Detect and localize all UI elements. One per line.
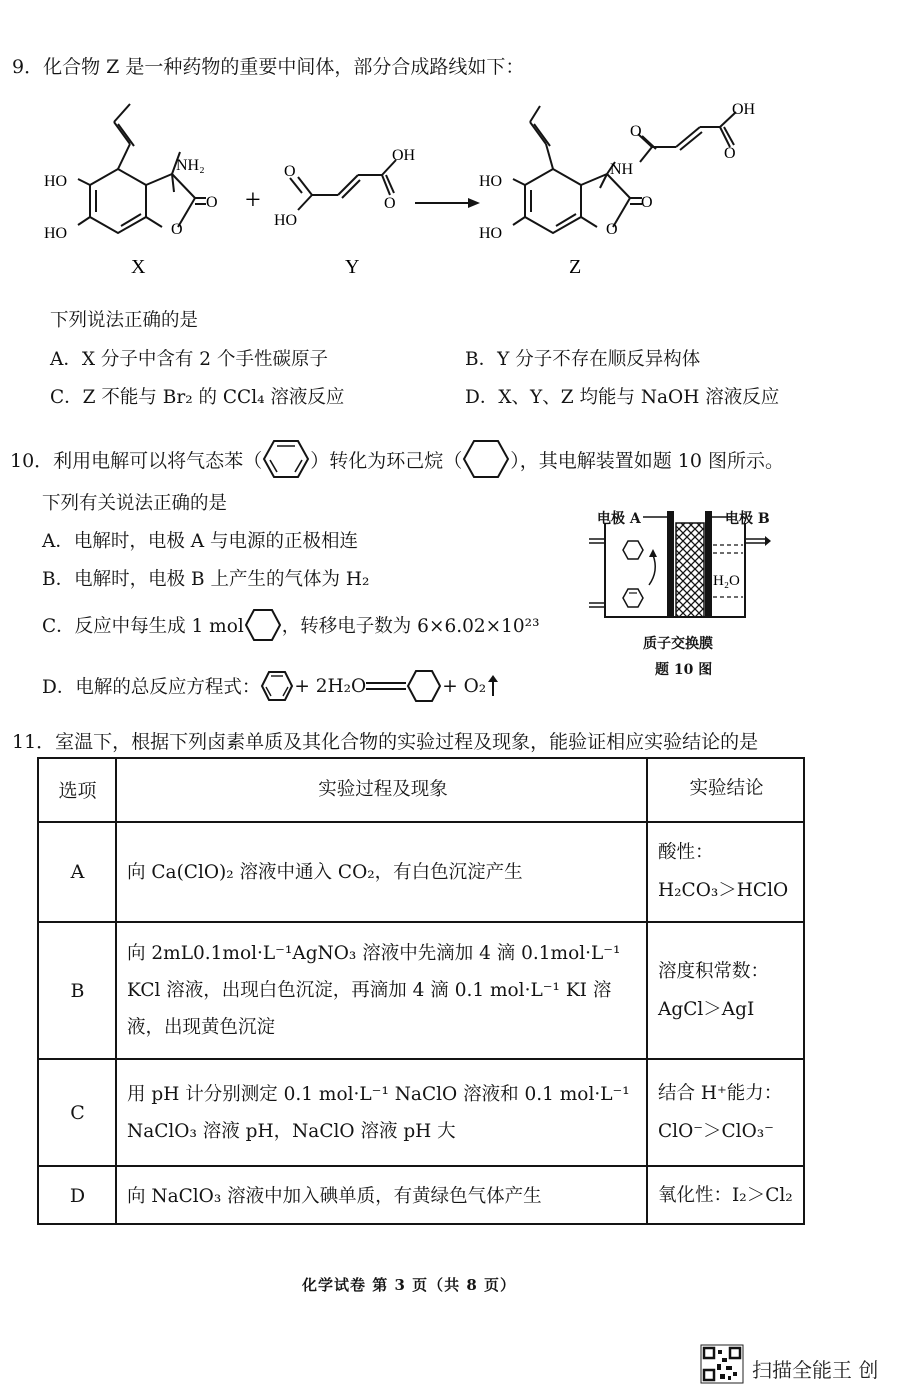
q10-option-d-part-b: + 2H₂O	[294, 675, 367, 697]
electrode-b-label: 电极 B	[725, 511, 770, 527]
q10-option-a[interactable]: A．电解时，电极 A 与电源的正极相连	[42, 531, 358, 552]
cyclohexane-icon	[623, 541, 643, 559]
y-o-left: O	[284, 163, 296, 180]
row-conclusion	[648, 823, 805, 921]
q10-stem-part-b: ）转化为环己烷（	[310, 449, 463, 472]
q10-option-d[interactable]	[42, 669, 500, 703]
table-header-row	[39, 759, 803, 821]
conclusion-line-2: ClO⁻＞ClO₃⁻	[658, 1120, 774, 1142]
q10-figure	[583, 505, 783, 680]
x-ho-bottom: HO	[44, 225, 68, 242]
q10-stem-part-a: 10．利用电解可以将气态苯（	[10, 449, 263, 472]
electrode-a	[667, 511, 674, 617]
gas-up-arrow-icon	[486, 674, 500, 698]
q11-stem: 11．室温下，根据下列卤素单质及其化合物的实验过程及现象，能验证相应实验结论的是	[12, 731, 759, 753]
row-procedure	[117, 823, 647, 921]
y-o-right: O	[384, 195, 396, 212]
q10-option-c-part-b: ，转移电子数为 6×6.02×10²³	[281, 616, 540, 637]
scanner-watermark: 扫描全能王 创	[752, 1358, 879, 1382]
plus-sign: +	[245, 185, 261, 216]
proton-exchange-membrane	[676, 523, 704, 617]
q10-option-c[interactable]	[42, 607, 540, 643]
label-x: X	[131, 256, 146, 278]
x-carbonyl-o: O	[206, 194, 218, 211]
conclusion-line-1: 结合 H⁺能力：	[658, 1082, 783, 1104]
x-nh2: NH₂	[176, 157, 205, 174]
q9-synthesis-route	[40, 100, 860, 300]
table-row	[39, 921, 803, 1058]
row-option: D	[69, 1185, 86, 1207]
conclusion-line-1: 溶度积常数：	[658, 960, 770, 982]
electrode-b	[705, 511, 712, 617]
label-z: Z	[569, 256, 582, 278]
q10-prompt: 下列有关说法正确的是	[42, 493, 228, 514]
y-ho: HO	[274, 212, 298, 229]
water-label: H₂O	[713, 573, 740, 589]
row-option: A	[70, 861, 85, 883]
q9-option-b[interactable]: B．Y 分子不存在顺反异构体	[465, 349, 701, 370]
q10-option-b[interactable]: B．电解时，电极 B 上产生的气体为 H₂	[42, 569, 370, 590]
row-procedure-text: 向 2mL0.1mol·L⁻¹AgNO₃ 溶液中先滴加 4 滴 0.1mol·L⁻¹ KCl 溶液，出现白色沉淀，再滴加 4 滴 0.1 mol·L⁻¹ KI 溶液，出现黄色沉淀	[127, 943, 621, 1038]
q10-option-d-part-a: D．电解的总反应方程式：	[42, 677, 261, 698]
benzene-icon	[623, 589, 643, 607]
z-amide-o: O	[630, 123, 642, 140]
conclusion-line-1: 酸性：	[658, 842, 714, 863]
table-row	[39, 1165, 803, 1225]
conclusion-line-2: AgCl＞AgI	[658, 998, 755, 1020]
cyclohexane-icon	[462, 438, 510, 480]
z-ho-top: HO	[479, 173, 503, 190]
header-conclusion-text: 实验结论	[689, 778, 764, 799]
q9-option-a[interactable]: A．X 分子中含有 2 个手性碳原子	[50, 349, 328, 370]
x-ring-o: O	[171, 221, 183, 238]
cyclohexane-icon	[406, 669, 442, 703]
row-conclusion	[648, 1167, 805, 1225]
row-option: B	[70, 979, 85, 1002]
membrane-label: 质子交换膜	[643, 636, 713, 652]
row-procedure-text: 向 NaClO₃ 溶液中加入碘单质，有黄绿色气体产生	[127, 1185, 542, 1207]
q11-table	[37, 757, 805, 1225]
row-procedure-text: 向 Ca(ClO)₂ 溶液中通入 CO₂，有白色沉淀产生	[127, 861, 523, 883]
conclusion-line-1: 氧化性：I₂＞Cl₂	[658, 1185, 793, 1206]
row-conclusion	[648, 1060, 805, 1165]
z-nh: NH	[610, 161, 634, 178]
header-option: 选项	[58, 779, 97, 802]
row-procedure	[117, 923, 647, 1058]
row-procedure	[117, 1167, 647, 1225]
row-procedure-text: 用 pH 计分别测定 0.1 mol·L⁻¹ NaClO 溶液和 0.1 mol·L⁻¹ NaClO₃ 溶液 pH，NaClO 溶液 pH 大	[127, 1083, 630, 1142]
conclusion-line-2: H₂CO₃＞HClO	[658, 880, 789, 901]
q9-option-d[interactable]: D．X、Y、Z 均能与 NaOH 溶液反应	[465, 387, 780, 408]
q9-prompt: 下列说法正确的是	[50, 310, 199, 331]
q9-option-c[interactable]: C．Z 不能与 Br₂ 的 CCl₄ 溶液反应	[50, 387, 345, 408]
equals-arrow-icon	[366, 676, 406, 696]
y-oh: OH	[392, 147, 416, 164]
z-oh: OH	[732, 101, 756, 118]
q10-stem-part-c: ），其电解装置如题 10 图所示。	[510, 449, 784, 472]
header-procedure	[117, 759, 647, 819]
row-option: C	[70, 1101, 85, 1124]
benzene-icon	[262, 438, 310, 480]
table-row	[39, 821, 803, 921]
row-procedure	[117, 1060, 647, 1165]
table-row	[39, 1058, 803, 1165]
q10-option-d-part-c: + O₂	[442, 675, 487, 697]
electrode-a-label: 电极 A	[597, 511, 641, 527]
z-ring-o: O	[606, 221, 618, 238]
page-footer: 化学试卷 第 3 页（共 8 页）	[302, 1276, 516, 1294]
figure-caption: 题 10 图	[655, 662, 713, 678]
header-procedure-text: 实验过程及现象	[318, 778, 448, 800]
label-y: Y	[345, 256, 360, 278]
q10-option-c-part-a: C．反应中每生成 1 mol	[42, 616, 244, 637]
cyclohexane-icon	[244, 607, 282, 643]
z-acid-o: O	[724, 145, 736, 162]
benzene-icon	[260, 670, 294, 702]
q10-stem	[10, 438, 784, 480]
q9-stem: 9．化合物 Z 是一种药物的重要中间体，部分合成路线如下：	[12, 56, 525, 78]
z-ho-bottom: HO	[479, 225, 503, 242]
row-conclusion	[648, 923, 805, 1058]
qr-code-icon	[700, 1344, 744, 1384]
molecule-y	[290, 160, 396, 210]
header-conclusion	[648, 759, 805, 819]
z-carbonyl-o: O	[641, 194, 653, 211]
x-ho-top: HO	[44, 173, 68, 190]
